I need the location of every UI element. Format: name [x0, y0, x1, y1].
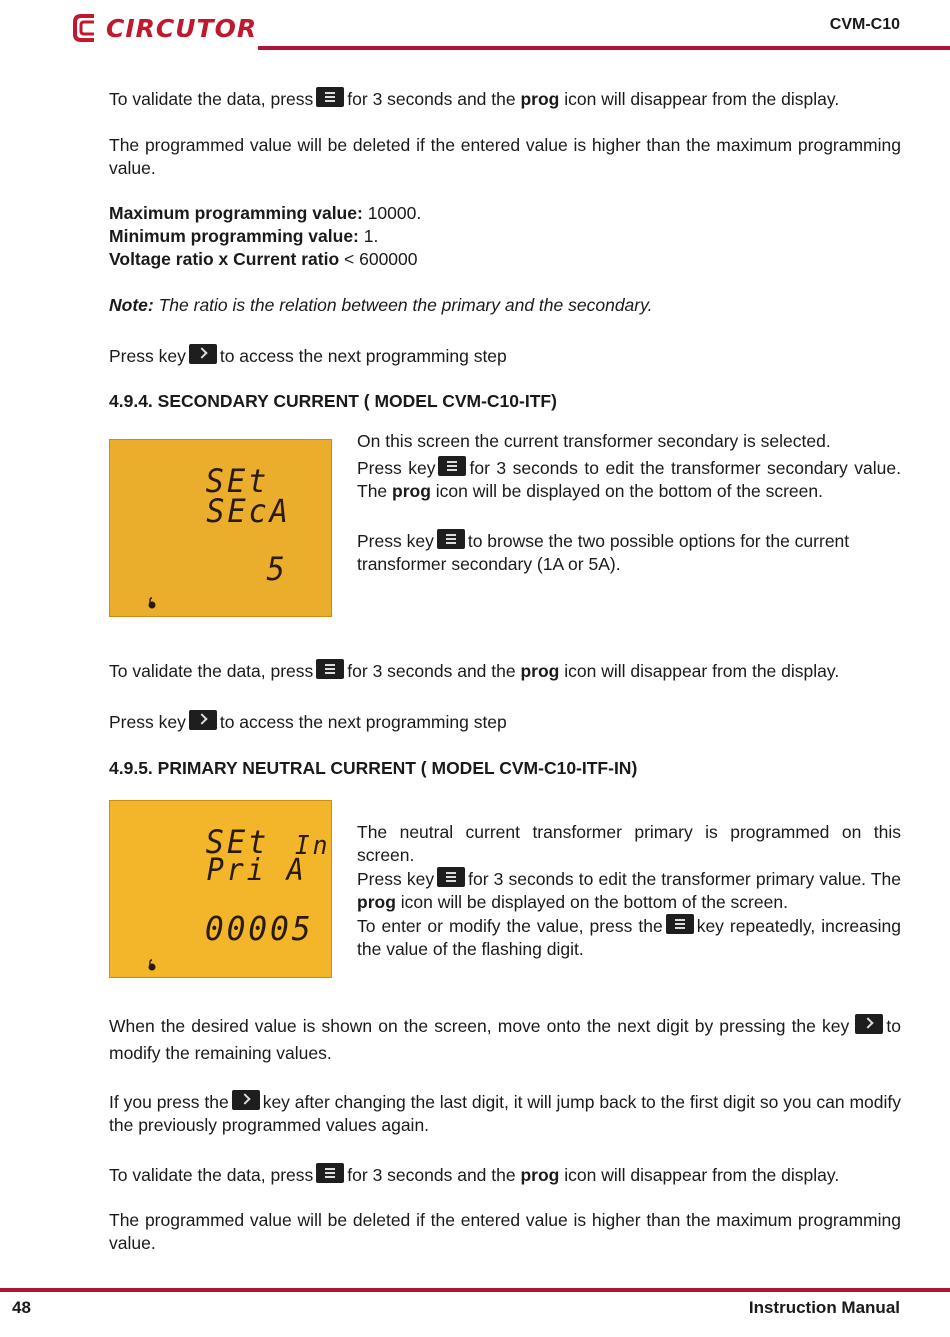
next-step-line-1: Press key to access the next programming step	[109, 346, 507, 366]
header-rule	[258, 46, 950, 50]
footer-title: Instruction Manual	[748, 1298, 900, 1317]
secondary-p3: Press key to browse the two possible options for the current transformer secondary (1A or 5A).	[357, 531, 850, 574]
secondary-p2: Press key for 3 seconds to edit the transformer secondary value. The prog icon will be displayed on the bottom of the screen.	[357, 458, 901, 501]
brand-name: CIRCUTOR	[106, 13, 258, 43]
validate-paragraph-2: To validate the data, press for 3 seconds and the prog icon will disappear from the display.	[109, 661, 840, 681]
next-key-icon	[189, 344, 217, 364]
deleted-paragraph-2: The programmed value will be deleted if the entered value is higher than the maximum programming value.	[109, 1210, 901, 1253]
neutral-p3: To enter or modify the value, press the key repeatedly, increasing the value of the flashing digit.	[357, 916, 901, 959]
lcd-line-1: SEt	[205, 462, 270, 500]
move-digit-paragraph: When the desired value is shown on the screen, move onto the next digit by pressing the key to modify the remaining values.	[109, 1016, 901, 1063]
footer-rule	[0, 1288, 950, 1292]
min-value-line: Minimum programming value: 1.	[109, 226, 379, 246]
circutor-logo-icon	[72, 13, 104, 43]
neutral-p1: The neutral current transformer primary is programmed on this screen.	[357, 822, 901, 865]
secondary-p1: On this screen the current transformer secondary is selected.	[357, 431, 831, 451]
neutral-description	[357, 821, 901, 961]
lcd-line-1: SEt	[205, 823, 270, 861]
section-heading-494: 4.9.4. SECONDARY CURRENT ( MODEL CVM-C10-ITF)	[109, 391, 557, 411]
lcd-value: 5	[266, 550, 288, 588]
model-title: CVM-C10	[829, 16, 900, 33]
menu-key-icon	[316, 659, 344, 679]
lcd-display-neutral	[109, 800, 332, 978]
menu-key-icon	[438, 456, 466, 476]
validate-paragraph-1: To validate the data, press for 3 seconds and the prog icon will disappear from the display.	[109, 89, 840, 109]
max-value-line: Maximum programming value: 10000.	[109, 203, 422, 223]
page-number: 48	[12, 1298, 31, 1317]
next-step-line-2: Press key to access the next programming step	[109, 712, 507, 732]
lock-icon	[147, 959, 157, 971]
secondary-description	[357, 430, 901, 576]
menu-key-icon	[666, 914, 694, 934]
menu-key-icon	[316, 87, 344, 107]
brand-logo	[72, 12, 257, 44]
ratio-line: Voltage ratio x Current ratio < 600000	[109, 249, 418, 269]
lcd-line-1b: In	[294, 831, 331, 861]
lock-icon	[147, 597, 157, 609]
note-line: Note: The ratio is the relation between the primary and the secondary.	[109, 295, 653, 315]
lcd-line-2: SEcA	[206, 492, 291, 530]
section-heading-495: 4.9.5. PRIMARY NEUTRAL CURRENT ( MODEL CVM-C10-ITF-IN)	[109, 758, 638, 778]
lcd-value: 00005	[204, 909, 314, 948]
jump-back-paragraph: If you press the key after changing the last digit, it will jump back to the first digit so you can modify the previously programmed values again.	[109, 1092, 901, 1135]
lcd-line-2: Pri A	[206, 853, 307, 888]
neutral-p2: Press key for 3 seconds to edit the transformer primary value. The prog icon will be displayed on the bottom of the screen.	[357, 869, 901, 912]
lcd-display-secondary	[109, 439, 332, 617]
validate-paragraph-3: To validate the data, press for 3 seconds and the prog icon will disappear from the display.	[109, 1165, 840, 1185]
deleted-paragraph-1: The programmed value will be deleted if the entered value is higher than the maximum programming value.	[109, 135, 901, 178]
menu-key-icon	[437, 529, 465, 549]
next-key-icon	[189, 710, 217, 730]
menu-key-icon	[437, 867, 465, 887]
next-key-icon	[855, 1014, 883, 1034]
next-key-icon	[232, 1090, 260, 1110]
menu-key-icon	[316, 1163, 344, 1183]
